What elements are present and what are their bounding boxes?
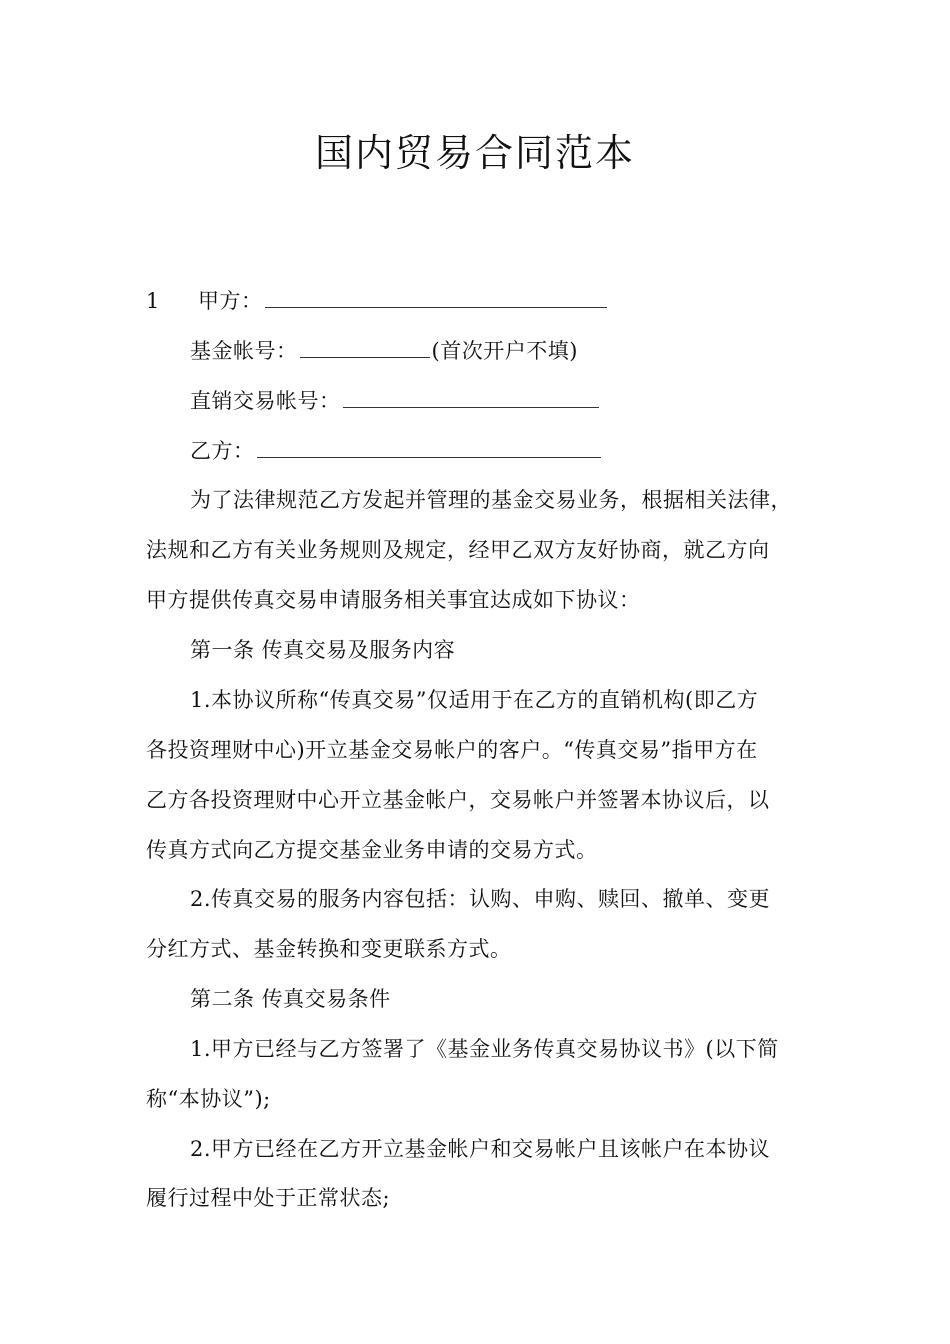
- party-a-line: [146, 287, 609, 315]
- fund-account-label: 基金帐号：: [190, 339, 298, 363]
- article-1-clause-1-line: 各投资理财中心)开立基金交易帐户的客户。“传真交易”指甲方在: [146, 738, 758, 762]
- fund-account-line: [190, 337, 578, 365]
- party-b-blank[interactable]: [257, 437, 601, 458]
- article-1-heading: 第一条 传真交易及服务内容: [190, 638, 456, 662]
- document-title: 国内贸易合同范本: [314, 131, 635, 175]
- direct-account-blank[interactable]: [343, 387, 599, 408]
- party-b-line: [190, 437, 603, 465]
- article-1-clause-1-line: 传真方式向乙方提交基金业务申请的交易方式。: [146, 838, 598, 862]
- article-2-clause-2-line: 履行过程中处于正常状态;: [146, 1186, 391, 1210]
- direct-account-line: [190, 387, 601, 415]
- article-1-clause-2-line: 2.传真交易的服务内容包括：认购、申购、赎回、撤单、变更: [190, 887, 771, 911]
- article-2-clause-1-line: 1.甲方已经与乙方签署了《基金业务传真交易协议书》(以下简: [190, 1037, 779, 1061]
- intro-line: 法规和乙方有关业务规则及规定，经甲乙双方友好协商，就乙方向: [146, 538, 770, 562]
- article-1-clause-1-line: 乙方各投资理财中心开立基金帐户，交易帐户并签署本协议后，以: [146, 788, 770, 812]
- party-b-label: 乙方：: [190, 439, 255, 463]
- article-2-clause-1-line: 称“本协议”);: [146, 1087, 271, 1111]
- party-a-blank[interactable]: [265, 287, 607, 308]
- fund-account-note: (首次开户不填): [431, 339, 578, 363]
- article-2-clause-2-line: 2.甲方已经在乙方开立基金帐户和交易帐户且该帐户在本协议: [190, 1137, 771, 1161]
- article-1-clause-1-line: 1.本协议所称“传真交易”仅适用于在乙方的直销机构(即乙方: [190, 688, 759, 712]
- article-2-heading: 第二条 传真交易条件: [190, 987, 391, 1011]
- party-a-label: 甲方：: [198, 289, 263, 313]
- article-1-clause-2-line: 分红方式、基金转换和变更联系方式。: [146, 937, 512, 961]
- fund-account-blank[interactable]: [300, 337, 430, 358]
- direct-account-label: 直销交易帐号：: [190, 389, 341, 413]
- party-a-number: 1: [146, 289, 160, 313]
- intro-line: 为了法律规范乙方发起并管理的基金交易业务，根据相关法律，: [190, 488, 792, 512]
- intro-line: 甲方提供传真交易申请服务相关事宜达成如下协议：: [146, 588, 641, 612]
